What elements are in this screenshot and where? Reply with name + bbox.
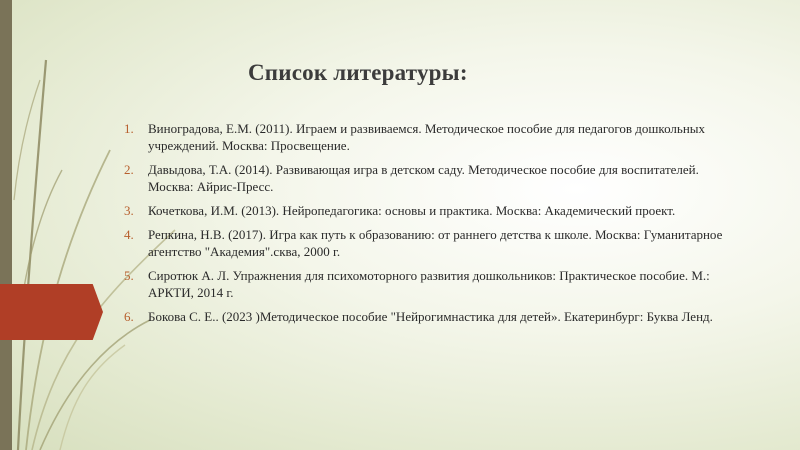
reference-item	[124, 120, 744, 154]
reference-item	[124, 267, 744, 301]
red-arrow-tab	[0, 284, 103, 340]
reference-item	[124, 226, 744, 260]
reference-text: Кочеткова, И.М. (2013). Нейропедагогика: основы и практика. Москва: Академический проект.	[148, 203, 676, 218]
reference-text: Бокова С. Е.. (2023 )Методическое пособие "Нейрогимнастика для детей». Екатеринбург: Буква Ленд.	[148, 309, 713, 324]
reference-text: Давыдова, Т.А. (2014). Развивающая игра в детском саду. Методическое пособие для воспитателей. Москва: Айрис-Пресс.	[148, 162, 699, 194]
reference-number: 4.	[124, 227, 134, 242]
reference-item	[124, 202, 744, 219]
reference-item	[124, 308, 744, 325]
reference-text: Виноградова, Е.М. (2011). Играем и развиваемся. Методическое пособие для педагогов дошкольных учреждений. Москва: Просвещение.	[148, 121, 706, 153]
reference-number: 6.	[124, 309, 134, 324]
reference-number: 5.	[124, 268, 134, 283]
reference-number: 1.	[124, 121, 134, 136]
slide-title: Список литературы:	[248, 60, 468, 85]
reference-text: Репкина, Н.В. (2017). Игра как путь к образованию: от раннего детства к школе. Москва: Гуманитарное агентство "Академия".сква, 2000 г.	[148, 227, 723, 259]
reference-item	[124, 161, 744, 195]
reference-number: 2.	[124, 162, 134, 177]
reference-text: Сиротюк А. Л. Упражнения для психомоторного развития дошкольников: Практическое пособие. М.: АРКТИ, 2014 г.	[148, 268, 710, 300]
reference-number: 3.	[124, 203, 134, 218]
reference-list	[124, 120, 744, 332]
